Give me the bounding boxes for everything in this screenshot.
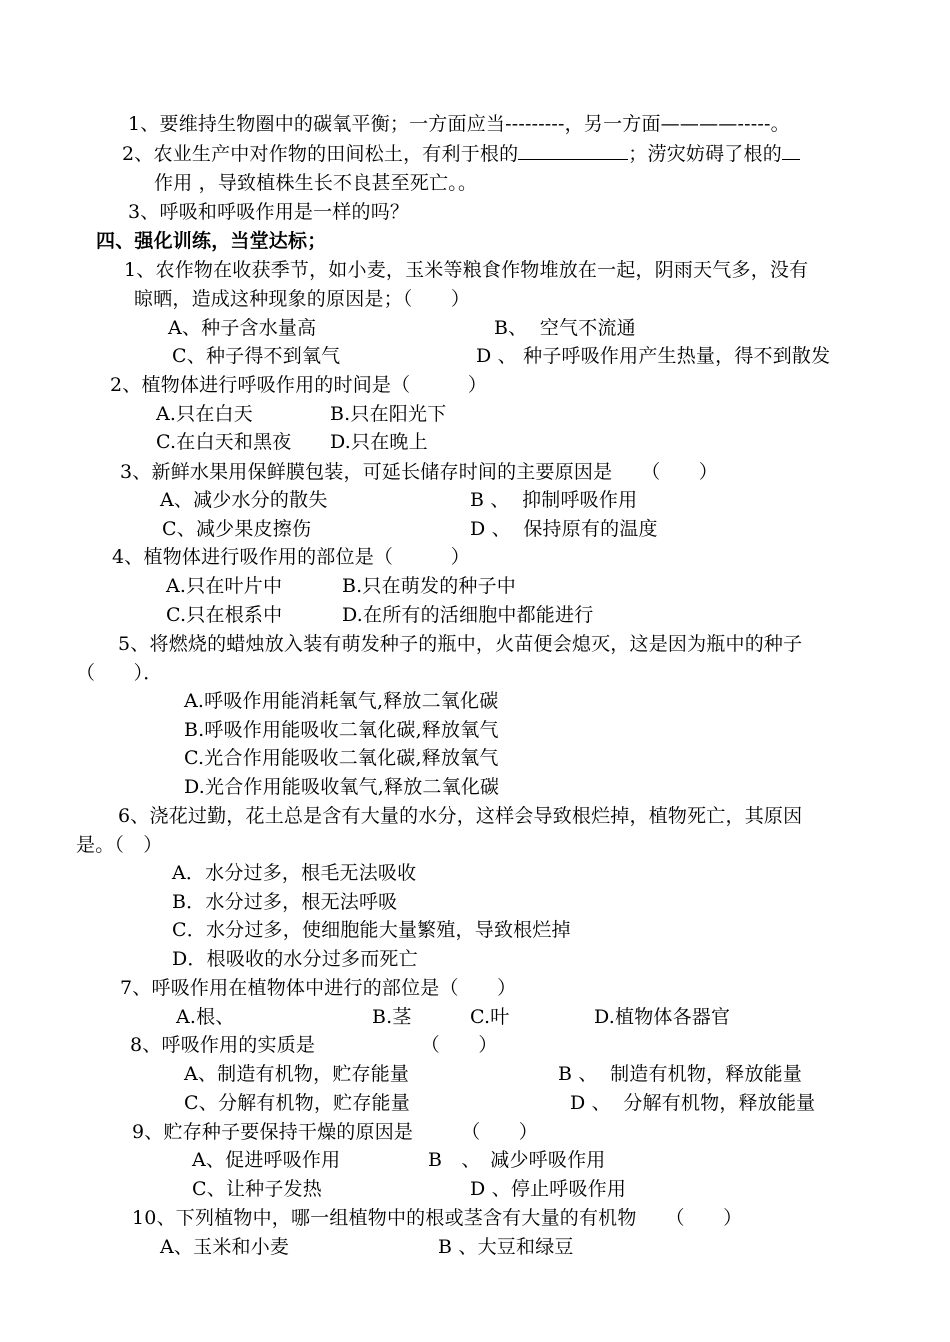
exercise-7-option-a: A.根、 [176, 1006, 235, 1028]
question-1: 1、要维持生物圈中的碳氧平衡；一方面应当---------，另一方面————-----。 [128, 113, 790, 135]
exercise-9-option-a: A、促进呼吸作用 [192, 1149, 341, 1171]
exercise-1-option-c: C、种子得不到氧气 [172, 345, 341, 367]
question-2-text-b: ；涝灾妨碍了根的 [628, 143, 782, 165]
exercise-1-line-1: 1、农作物在收获季节，如小麦，玉米等粮食作物堆放在一起，阴雨天气多，没有 [124, 259, 809, 281]
answer-blank[interactable] [782, 143, 800, 160]
exercise-2: 2、植物体进行呼吸作用的时间是（ ） [110, 374, 488, 396]
exercise-10-option-a: A、玉米和小麦 [160, 1236, 290, 1258]
exercise-6-line-1: 6、浇花过勤，花土总是含有大量的水分，这样会导致根烂掉，植物死亡，其原因 [118, 805, 803, 827]
exercise-5-option-c: C.光合作用能吸收二氧化碳,释放氧气 [184, 747, 499, 769]
exercise-3-option-a: A、减少水分的散失 [160, 489, 328, 511]
exercise-3-option-b: B 、 抑制呼吸作用 [470, 489, 638, 511]
exercise-2-option-c: C.在白天和黑夜 [156, 431, 292, 453]
exercise-7-option-c: C.叶 [470, 1006, 510, 1028]
exercise-8-option-b: B 、 制造有机物，释放能量 [558, 1063, 803, 1085]
exercise-9-option-b: B 、 减少呼吸作用 [428, 1149, 606, 1171]
section-heading: 四、强化训练，当堂达标； [96, 230, 327, 252]
exercise-6-line-2: 是。（ ） [76, 834, 163, 856]
exercise-4-option-d: D.在所有的活细胞中都能进行 [342, 604, 594, 626]
exercise-2-option-b: B.只在阳光下 [330, 403, 447, 425]
exercise-8-option-a: A、制造有机物，贮存能量 [184, 1063, 410, 1085]
exercise-9: 9、贮存种子要保持干燥的原因是 （ ） [132, 1121, 538, 1143]
exercise-3: 3、新鲜水果用保鲜膜包装，可延长储存时间的主要原因是 （ ） [120, 461, 718, 483]
exercise-4-option-c: C.只在根系中 [166, 604, 283, 626]
exercise-5-option-d: D.光合作用能吸收氧气,释放二氧化碳 [184, 776, 500, 798]
exercise-8: 8、呼吸作用的实质是 （ ） [130, 1034, 498, 1056]
exercise-5-line-2: （ ）． [76, 662, 163, 684]
exercise-4-option-b: B.只在萌发的种子中 [342, 575, 517, 597]
exercise-8-option-d: D 、 分解有机物，释放能量 [570, 1092, 816, 1114]
exercise-5-option-a: A.呼吸作用能消耗氧气,释放二氧化碳 [184, 690, 499, 712]
exercise-8-option-c: C、分解有机物，贮存能量 [184, 1092, 410, 1114]
exercise-10: 10、下列植物中，哪一组植物中的根或茎含有大量的有机物 （ ） [132, 1207, 743, 1229]
exercise-9-option-d: D 、停止呼吸作用 [470, 1178, 627, 1200]
question-2-line-2: 作用 ，导致植株生长不良甚至死亡。。 [154, 172, 478, 194]
exercise-3-option-c: C、减少果皮擦伤 [162, 518, 312, 540]
exercise-1-option-a: A、种子含水量高 [168, 317, 317, 339]
exercise-1-line-2: 晾晒，造成这种现象的原因是；（ ） [134, 288, 471, 310]
exercise-4-option-a: A.只在叶片中 [166, 575, 283, 597]
question-3: 3、呼吸和呼吸作用是一样的吗？ [128, 201, 410, 223]
exercise-7-option-b: B.茎 [372, 1006, 412, 1028]
exercise-2-option-a: A.只在白天 [156, 403, 253, 425]
exercise-6-option-a: A．水分过多，根毛无法吸收 [172, 862, 417, 884]
exercise-6-option-d: D．根吸收的水分过多而死亡 [172, 948, 418, 970]
exercise-4: 4、植物体进行吸作用的部位是（ ） [112, 546, 470, 568]
exercise-5-option-b: B.呼吸作用能吸收二氧化碳,释放氧气 [184, 719, 499, 741]
exercise-6-option-c: C．水分过多，使细胞能大量繁殖，导致根烂掉 [172, 919, 571, 941]
exercise-5-line-1: 5、将燃烧的蜡烛放入装有萌发种子的瓶中，火苗便会熄灭，这是因为瓶中的种子 [118, 633, 803, 655]
exercise-3-option-d: D 、 保持原有的温度 [470, 518, 658, 540]
exercise-2-option-d: D.只在晚上 [330, 431, 428, 453]
exercise-7-option-d: D.植物体各器官 [594, 1006, 731, 1028]
exercise-1-option-d: D 、 种子呼吸作用产生热量，得不到散发 [476, 345, 831, 367]
exercise-10-option-b: B 、大豆和绿豆 [438, 1236, 574, 1258]
exercise-6-option-b: B．水分过多，根无法呼吸 [172, 891, 398, 913]
answer-blank[interactable] [518, 143, 628, 160]
exercise-9-option-c: C、让种子发热 [192, 1178, 322, 1200]
exercise-7: 7、呼吸作用在植物体中进行的部位是（ ） [120, 977, 517, 999]
question-2-line-1 [122, 142, 800, 166]
exercise-1-option-b: B、 空气不流通 [494, 317, 636, 339]
question-2-text-a: 2、农业生产中对作物的田间松土，有利于根的 [122, 143, 519, 165]
